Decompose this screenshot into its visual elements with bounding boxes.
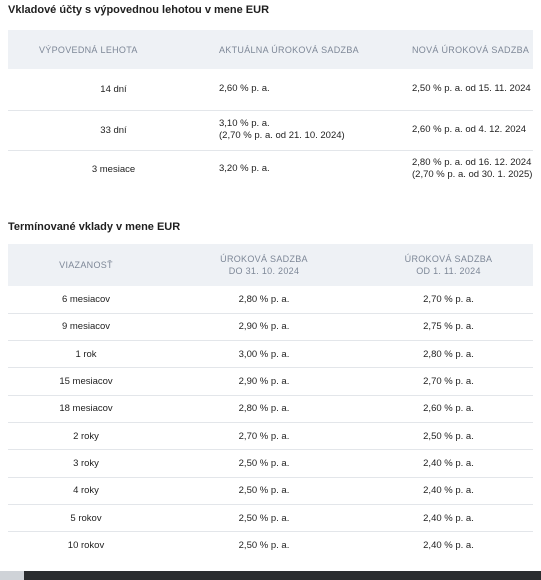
table-row — [8, 368, 533, 395]
table-row — [8, 286, 533, 313]
cell-rate-from: 2,40 % p. a. — [423, 540, 474, 552]
header-notice-period: VÝPOVEDNÁ LEHOTA — [39, 44, 138, 55]
cell-rate-from: 2,80 % p. a. — [423, 348, 474, 360]
section-title-term-deposits: Termínované vklady v mene EUR — [8, 221, 181, 233]
cell-term: 1 rok — [75, 348, 97, 360]
header-rate-from-line1: ÚROKOVÁ SADZBA — [404, 254, 493, 264]
cell-term: 9 mesiacov — [61, 321, 111, 333]
cell-term: 15 mesiacov — [59, 376, 113, 388]
cell-new-rate — [412, 150, 533, 188]
new-rate-line: 2,60 % p. a. od 4. 12. 2024 — [412, 124, 527, 135]
cell-current-rate — [219, 110, 412, 150]
cell-term: 5 rokov — [70, 512, 102, 524]
cell-period: 33 dní — [100, 124, 127, 136]
table-row — [8, 110, 533, 150]
term-deposits-table — [8, 244, 533, 559]
header-term: VIAZANOSŤ — [59, 260, 113, 270]
cell-term: 10 rokov — [67, 540, 105, 552]
cell-rate-from: 2,60 % p. a. — [423, 403, 474, 415]
table-row — [8, 150, 533, 188]
table-row — [8, 477, 533, 504]
cell-rate-until: 2,50 % p. a. — [238, 540, 290, 552]
table-row — [8, 69, 533, 110]
cell-new-rate — [412, 69, 533, 110]
header-rate-until — [164, 244, 364, 286]
header-rate-from — [364, 244, 533, 286]
cell-rate-from: 2,70 % p. a. — [423, 376, 474, 388]
header-current-rate: AKTUÁLNA ÚROKOVÁ SADZBA — [219, 44, 359, 55]
cell-rate-until: 2,80 % p. a. — [238, 403, 290, 415]
cell-term: 6 mesiacov — [61, 293, 111, 305]
current-rate-line: 3,10 % p. a. — [219, 118, 270, 129]
cell-new-rate — [412, 110, 533, 150]
cell-rate-until: 2,50 % p. a. — [238, 457, 290, 469]
new-rate-note: (2,70 % p. a. od 30. 1. 2025) — [412, 169, 533, 181]
header-rate-until-line1: ÚROKOVÁ SADZBA — [220, 254, 308, 264]
cell-rate-from: 2,70 % p. a. — [423, 293, 474, 305]
table-row — [8, 395, 533, 422]
table-row — [8, 313, 533, 340]
cell-term: 2 roky — [73, 430, 99, 442]
header-rate-from-line2: OD 1. 11. 2024 — [416, 266, 481, 276]
cell-rate-until: 2,80 % p. a. — [238, 293, 290, 305]
table-row — [8, 341, 533, 368]
section-title-notice-accounts: Vkladové účty s výpovednou lehotou v mene EUR — [8, 4, 270, 16]
table-row — [8, 422, 533, 449]
cell-rate-from: 2,40 % p. a. — [423, 485, 474, 497]
cell-rate-from: 2,50 % p. a. — [423, 430, 474, 442]
header-new-rate: NOVÁ ÚROKOVÁ SADZBA — [412, 44, 530, 55]
cell-rate-until: 2,50 % p. a. — [238, 512, 290, 524]
current-rate-line: 3,20 % p. a. — [219, 163, 270, 175]
cell-term: 4 roky — [73, 485, 99, 497]
cell-rate-until: 3,00 % p. a. — [238, 348, 290, 360]
cell-term: 18 mesiacov — [59, 403, 113, 415]
cell-rate-from: 2,75 % p. a. — [423, 321, 474, 333]
new-rate-line: 2,50 % p. a. od 15. 11. 2024 — [412, 83, 531, 95]
current-rate-line: 2,60 % p. a. — [219, 83, 270, 95]
cell-period: 3 mesiace — [91, 163, 136, 175]
table-row — [8, 504, 533, 531]
notice-accounts-table — [8, 30, 533, 188]
current-rate-note: (2,70 % p. a. od 21. 10. 2024) — [219, 130, 345, 141]
cell-rate-until: 2,90 % p. a. — [238, 376, 290, 388]
cell-rate-until: 2,50 % p. a. — [238, 485, 290, 497]
table-row — [8, 532, 533, 559]
cell-period: 14 dní — [100, 83, 127, 95]
table-header-row — [8, 244, 533, 286]
header-rate-until-line2: DO 31. 10. 2024 — [228, 266, 300, 276]
cell-rate-until: 2,70 % p. a. — [238, 430, 290, 442]
cell-rate-from: 2,40 % p. a. — [423, 457, 474, 469]
bottom-bar — [0, 571, 541, 580]
cell-rate-until: 2,90 % p. a. — [238, 321, 290, 333]
new-rate-line: 2,80 % p. a. od 16. 12. 2024 — [412, 157, 532, 169]
cell-rate-from: 2,40 % p. a. — [423, 512, 474, 524]
cell-term: 3 roky — [73, 457, 99, 469]
table-row — [8, 450, 533, 477]
cell-current-rate — [219, 69, 412, 110]
cell-current-rate — [219, 150, 412, 188]
table-header-row — [8, 30, 533, 69]
